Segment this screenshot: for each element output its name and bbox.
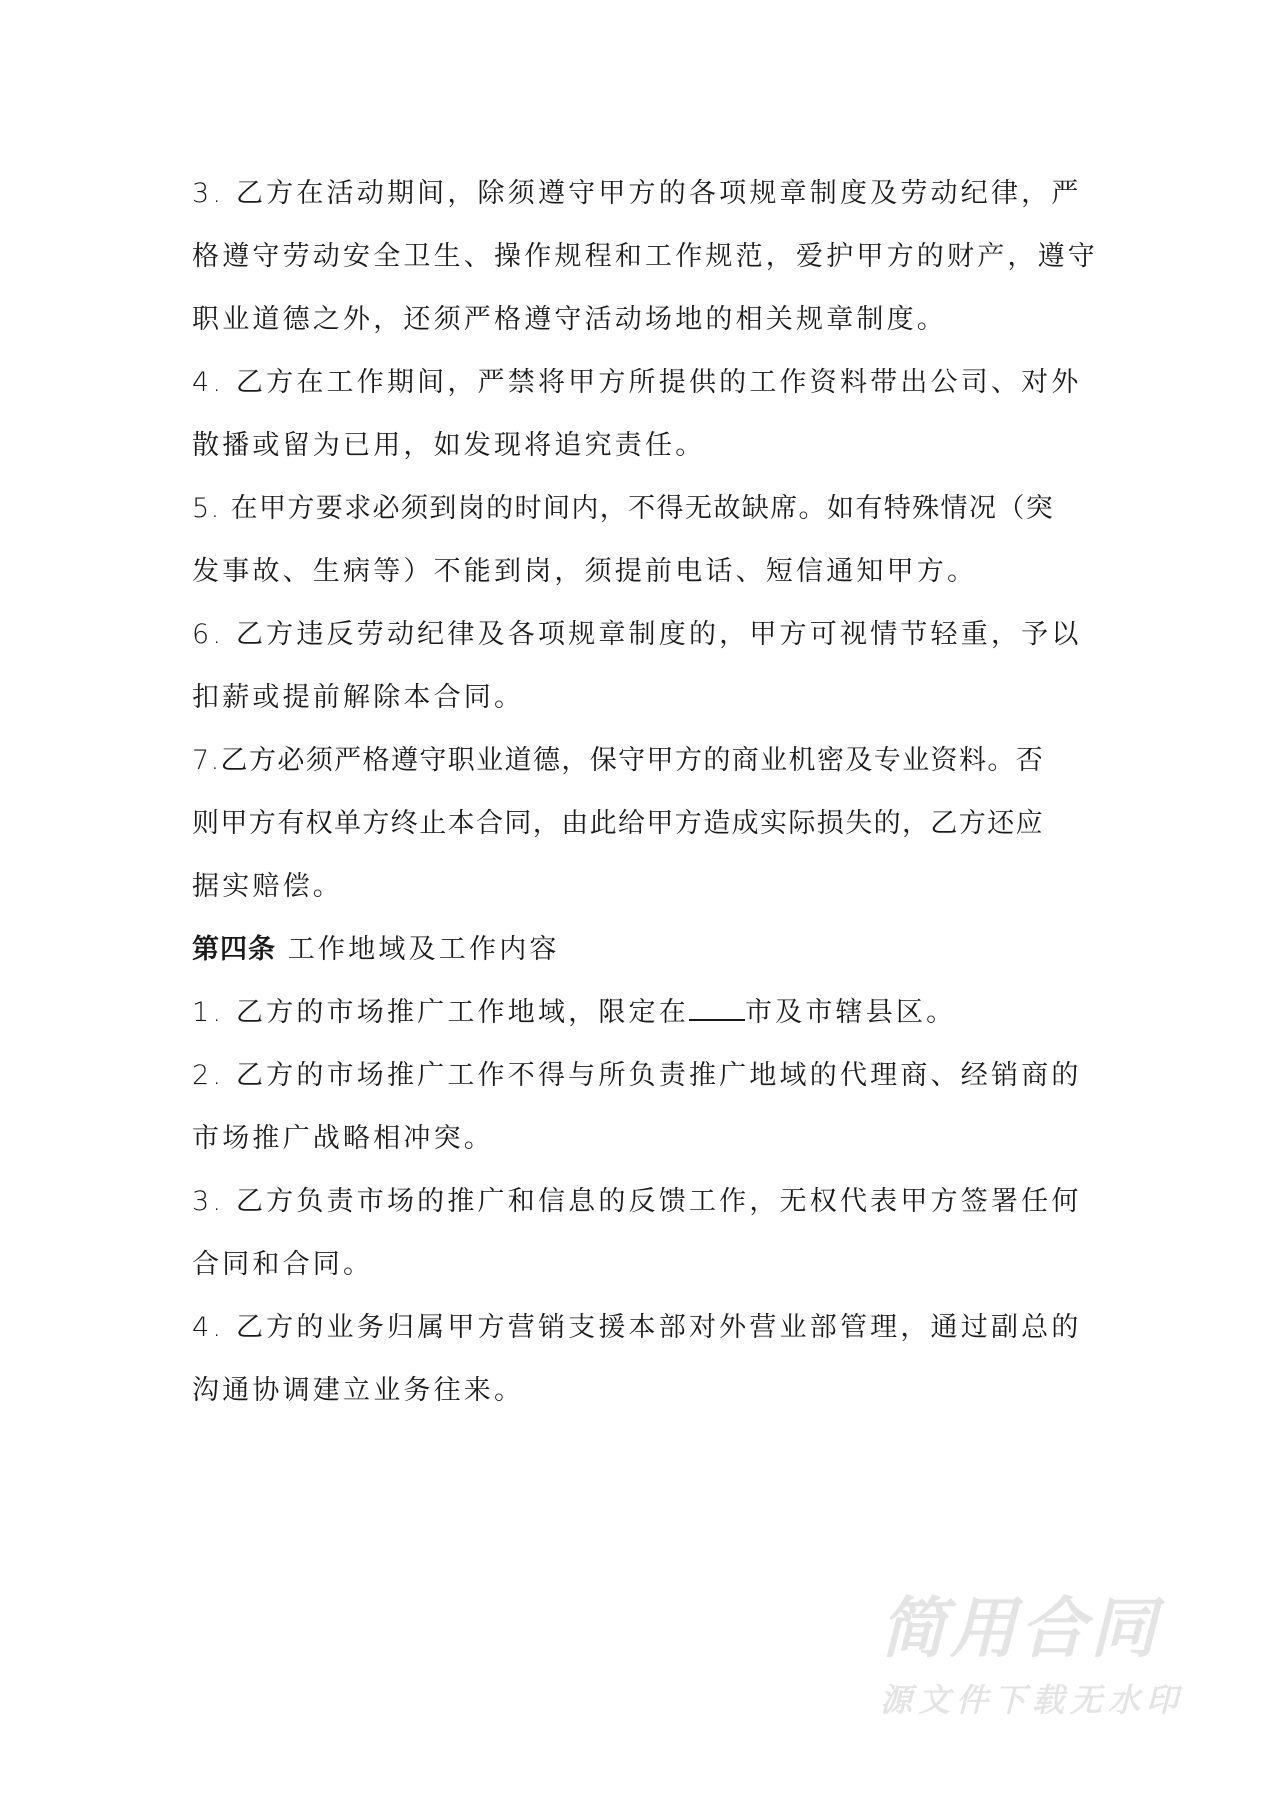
- clause-text-before-blank: 1. 乙方的市场推广工作地域，限定在: [192, 997, 689, 1028]
- article-title: 工作地域及工作内容: [287, 934, 560, 965]
- text-line: 3. 乙方负责市场的推广和信息的反馈工作，无权代表甲方签署任何: [192, 1186, 1082, 1217]
- text-line: 则甲方有权单方终止本合同，由此给甲方造成实际损失的，乙方还应: [192, 808, 1044, 839]
- text-line: 2. 乙方的市场推广工作不得与所负责推广地域的代理商、经销商的: [192, 1060, 1082, 1091]
- text-line: 据实赔偿。: [192, 871, 343, 902]
- article4-clause-3: [192, 1170, 1092, 1296]
- article4-clause-1: [192, 981, 1092, 1044]
- watermark-subtext: 源文件下载无水印: [880, 1681, 1185, 1719]
- text-line: 市场推广战略相冲突。: [192, 1123, 494, 1154]
- text-line: 散播或留为已用，如发现将追究责任。: [192, 430, 706, 461]
- clause-7: [192, 729, 1092, 918]
- article4-clause-2: [192, 1044, 1092, 1170]
- clause-3: [192, 162, 1098, 351]
- text-line: 7.乙方必须严格遵守职业道德，保守甲方的商业机密及专业资料。否: [192, 745, 1045, 776]
- city-blank-field[interactable]: [689, 995, 745, 1021]
- text-line: 发事故、生病等）不能到岗，须提前电话、短信通知甲方。: [192, 556, 978, 587]
- text-line: 扣薪或提前解除本合同。: [192, 682, 525, 713]
- clause-5: [192, 477, 1092, 603]
- text-line: 6. 乙方违反劳动纪律及各项规章制度的，甲方可视情节轻重，予以: [192, 619, 1082, 650]
- watermark-logo-text: 简用合同: [880, 1590, 1160, 1667]
- text-line: 5. 在甲方要求必须到岗的时间内，不得无故缺席。如有特殊情况（突: [192, 493, 1055, 524]
- text-line: 合同和合同。: [192, 1249, 374, 1280]
- text-line: 格遵守劳动安全卫生、操作规程和工作规范，爱护甲方的财产，遵守: [192, 241, 1098, 272]
- text-line: 4. 乙方在工作期间，严禁将甲方所提供的工作资料带出公司、对外: [192, 367, 1082, 398]
- text-line: 职业道德之外，还须严格遵守活动场地的相关规章制度。: [192, 304, 947, 335]
- clause-text-after-blank: 市及市辖县区。: [744, 997, 957, 1028]
- clause-4: [192, 351, 1092, 477]
- text-line: 4. 乙方的业务归属甲方营销支援本部对外营业部管理，通过副总的: [192, 1312, 1082, 1343]
- text-line: 3. 乙方在活动期间，除须遵守甲方的各项规章制度及劳动纪律，严: [192, 178, 1082, 209]
- clause-6: [192, 603, 1092, 729]
- document-page: [192, 162, 1098, 1422]
- article4-clause-4: [192, 1296, 1092, 1422]
- article-heading: [192, 918, 1092, 981]
- watermark: [880, 1590, 1200, 1722]
- text-line: 沟通协调建立业务往来。: [192, 1375, 525, 1406]
- article-number: 第四条: [192, 934, 276, 965]
